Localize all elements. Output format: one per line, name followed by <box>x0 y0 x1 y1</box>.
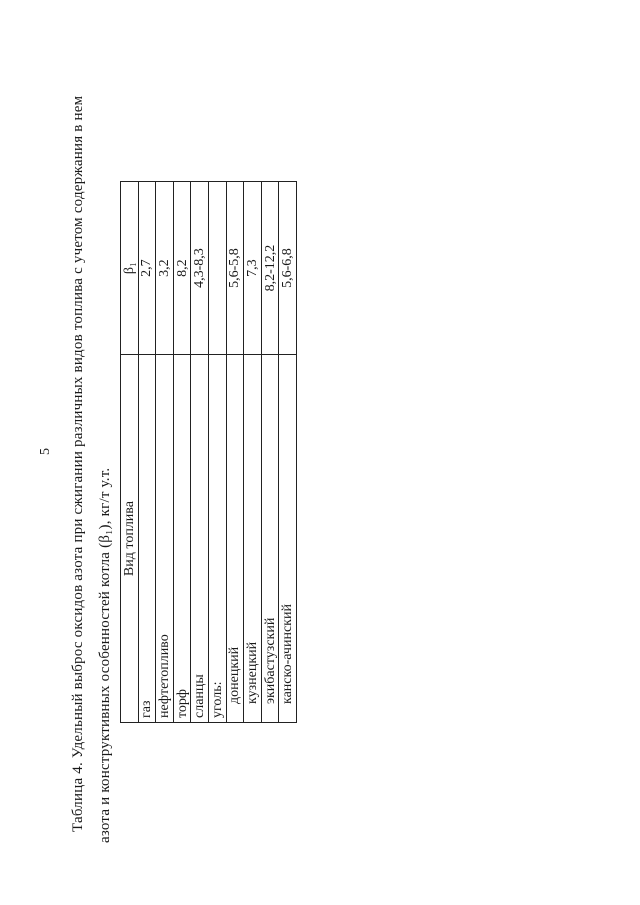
value-cell: 8,2-12,2 <box>261 182 279 355</box>
table-row <box>226 182 244 723</box>
table-row <box>156 182 174 723</box>
fuel-cell: донецкий <box>226 355 244 723</box>
value-cell: 2,7 <box>138 182 156 355</box>
table-row <box>261 182 279 723</box>
table-row <box>173 182 191 723</box>
value-cell: 4,3-8,3 <box>191 182 209 355</box>
nox-emission-table <box>120 181 297 723</box>
fuel-cell: газ <box>138 355 156 723</box>
header-beta1: β₁ <box>121 182 139 355</box>
header-fuel-type: Вид топлива <box>121 355 139 723</box>
table-row <box>208 182 226 723</box>
table-row <box>279 182 297 723</box>
fuel-cell: кузнецкий <box>244 355 262 723</box>
fuel-cell: экибастузский <box>261 355 279 723</box>
value-cell: 3,2 <box>156 182 174 355</box>
value-cell: 7,3 <box>244 182 262 355</box>
fuel-cell: уголь: <box>208 355 226 723</box>
fuel-cell: торф <box>173 355 191 723</box>
page-number: 5 <box>38 448 53 455</box>
table-row <box>138 182 156 723</box>
value-cell: 5,6-5,8 <box>226 182 244 355</box>
value-cell: 5,6-6,8 <box>279 182 297 355</box>
value-cell <box>208 182 226 355</box>
value-cell: 8,2 <box>173 182 191 355</box>
table-header-row <box>121 182 139 723</box>
table-caption-line-1: Таблица 4. Удельный выброс оксидов азота при сжигании различных видов топлива с учетом содержания в нем <box>70 95 86 832</box>
fuel-cell: сланцы <box>191 355 209 723</box>
fuel-cell: канско-ачинский <box>279 355 297 723</box>
table-row <box>244 182 262 723</box>
table-caption-line-2: азота и конструктивных особенностей котла (β₁), кг/т у.т. <box>97 467 113 843</box>
table-row <box>191 182 209 723</box>
nox-emission-table-container <box>120 181 297 723</box>
fuel-cell: нефтетопливо <box>156 355 174 723</box>
